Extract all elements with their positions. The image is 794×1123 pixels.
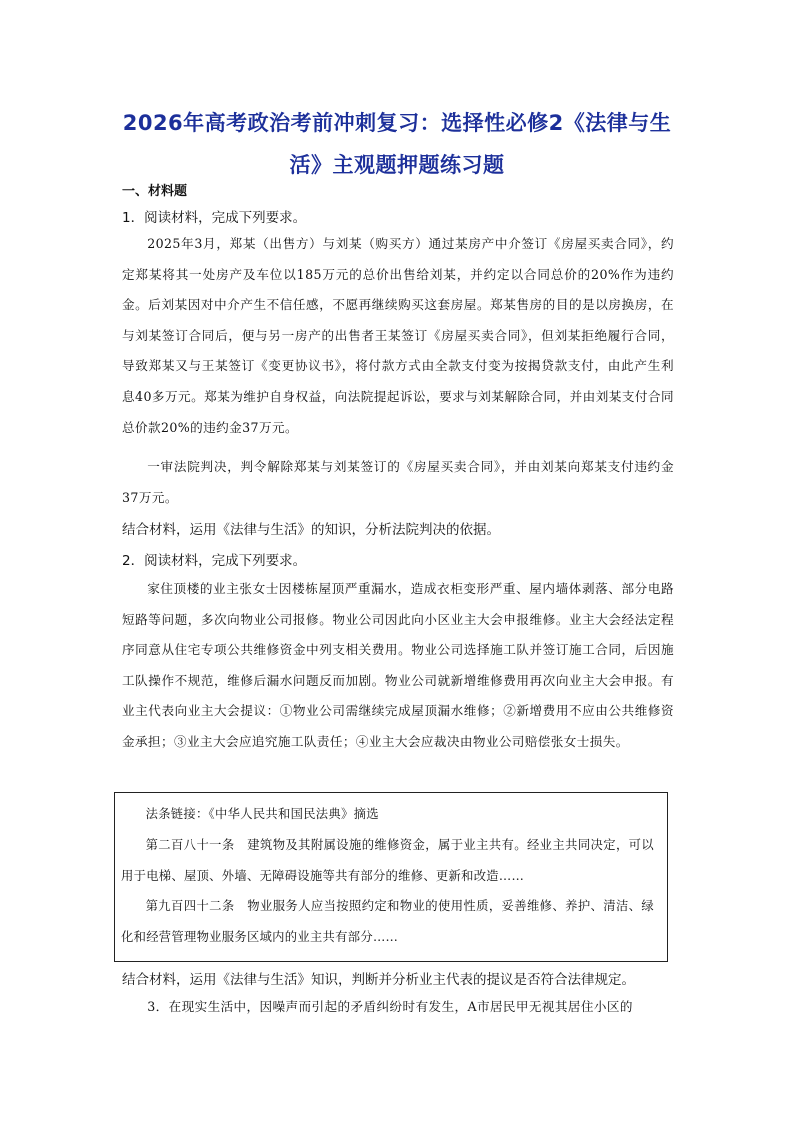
question-1-material-paragraph-2: 一审法院判决，判令解除郑某与刘某签订的《房屋买卖合同》，并由刘某向郑某支付违约金37万元。 [122, 459, 674, 505]
page-title: 2026年高考政治考前冲刺复习：选择性必修2《法律与生活》主观题押题练习题 [122, 111, 672, 177]
question-2-material-paragraph: 家住顶楼的业主张女士因楼栋屋顶严重漏水，造成衣柜变形严重、屋内墙体剥落、部分电路短路等问题，多次向物业公司报修。物业公司因此向小区业主大会申报维修。业主大会经法定程序同意从住宅专项公共维修资金中列支相关费用。物业公司选择施工队并签订施工合同，后因施工队操作不规范，维修后漏水问题反而加剧。物业公司就新增维修费用再次向业主大会申报。有业主代表向业主大会提议：①物业公司需继续完成屋顶漏水维修；②新增费用不应由公共维修资金承担；③业主大会应追究施工队责任；④业主大会应裁决由物业公司赔偿张女士损失。 [122, 581, 674, 749]
law-article-942: 第九百四十二条 物业服务人应当按照约定和物业的使用性质，妥善维修、养护、清洁、绿化和经营管理物业服务区域内的业主共有部分…… [121, 899, 654, 944]
section-heading: 一、材料题 [122, 184, 188, 199]
law-excerpt-title: 法条链接：《中华人民共和国民法典》摘选 [145, 807, 379, 821]
question-1-prompt: 1．阅读材料，完成下列要求。 [122, 210, 307, 226]
law-article-281: 第二百八十一条 建筑物及其附属设施的维修资金，属于业主共有。经业主共同决定，可以用于电梯、屋顶、外墙、无障碍设施等共有部分的维修、更新和改造…… [121, 838, 654, 883]
question-1-requirement: 结合材料，运用《法律与生活》的知识，分析法院判决的依据。 [122, 522, 500, 538]
question-1-material-paragraph-1: 2025年3月，郑某（出售方）与刘某（购买方）通过某房产中介签订《房屋买卖合同》，约定郑某将其一处房产及车位以185万元的总价出售给刘某，并约定以合同总价的20%作为违约金。后刘某因对中介产生不信任感，不愿再继续购买这套房屋。郑某售房的目的是以房换房，在与刘某签订合同后，便与另一房产的出售者王某签订《房屋买卖合同》，但刘某拒绝履行合同，导致郑某又与王某签订《变更协议书》，将付款方式由全款支付变为按揭贷款支付，由此产生利息40多万元。郑某为维护自身权益，向法院提起诉讼，要求与刘某解除合同，并由刘某支付合同总价款20%的违约金37万元。 [122, 236, 674, 435]
question-2-prompt: 2．阅读材料，完成下列要求。 [122, 553, 307, 569]
question-3-material-paragraph: 3．在现实生活中，因噪声而引起的矛盾纠纷时有发生，A市居民甲无视其居住小区的 [147, 999, 633, 1014]
question-2-requirement: 结合材料，运用《法律与生活》知识，判断并分析业主代表的提议是否符合法律规定。 [122, 972, 635, 988]
